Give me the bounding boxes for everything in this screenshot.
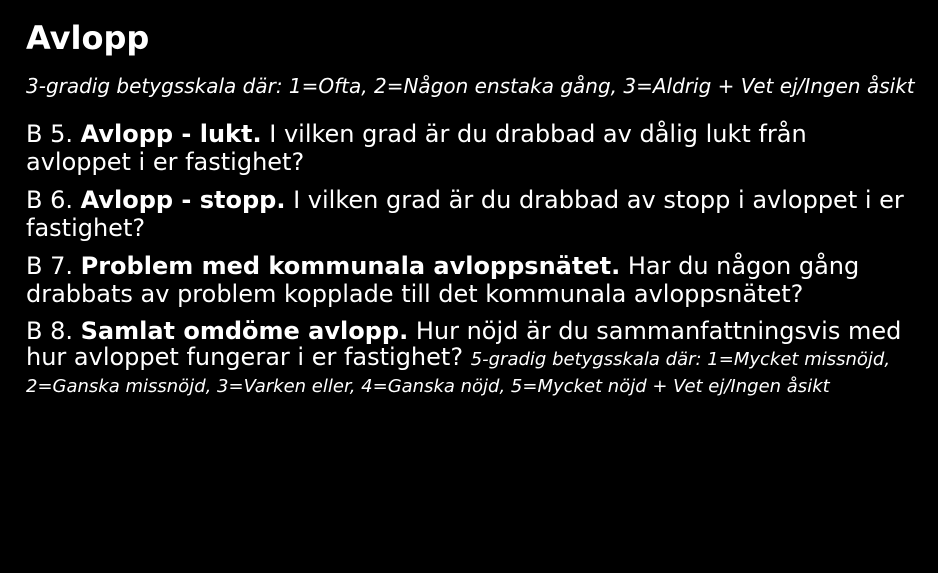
question-b7 [26, 252, 916, 308]
question-code: B 6. [26, 186, 81, 214]
question-code: B 7. [26, 252, 81, 280]
question-text: Har du någon gång drabbats av problem kopplade till det kommunala avloppsnätet? [26, 252, 860, 308]
question-b8 [26, 318, 916, 398]
question-heading: Samlat omdöme avlopp. [80, 317, 409, 345]
page-title: Avlopp [26, 19, 150, 57]
question-heading: Problem med kommunala avloppsnätet. [80, 252, 621, 280]
question-scale-note: 5-gradig betygsskala där: 1=Mycket missnöjd, 2=Ganska missnöjd, 3=Varken eller, 4=Ganska nöjd, 5=Mycket nöjd + Vet ej/Ingen åsikt [26, 349, 891, 397]
question-heading: Avlopp - lukt. [80, 120, 262, 148]
question-b5 [26, 120, 916, 176]
question-b6 [26, 186, 916, 242]
question-code: B 5. [26, 120, 81, 148]
question-heading: Avlopp - stopp. [80, 186, 286, 214]
question-text: I vilken grad är du drabbad av stopp i avloppet i er fastighet? [26, 186, 904, 242]
scale-note: 3-gradig betygsskala där: 1=Ofta, 2=Någon enstaka gång, 3=Aldrig + Vet ej/Ingen åsikt [26, 74, 915, 98]
question-code: B 8. [26, 317, 81, 345]
question-text: I vilken grad är du drabbad av dålig lukt från avloppet i er fastighet? [26, 120, 807, 176]
question-text: Hur nöjd är du sammanfattningsvis med hur avloppet fungerar i er fastighet? [26, 317, 902, 371]
